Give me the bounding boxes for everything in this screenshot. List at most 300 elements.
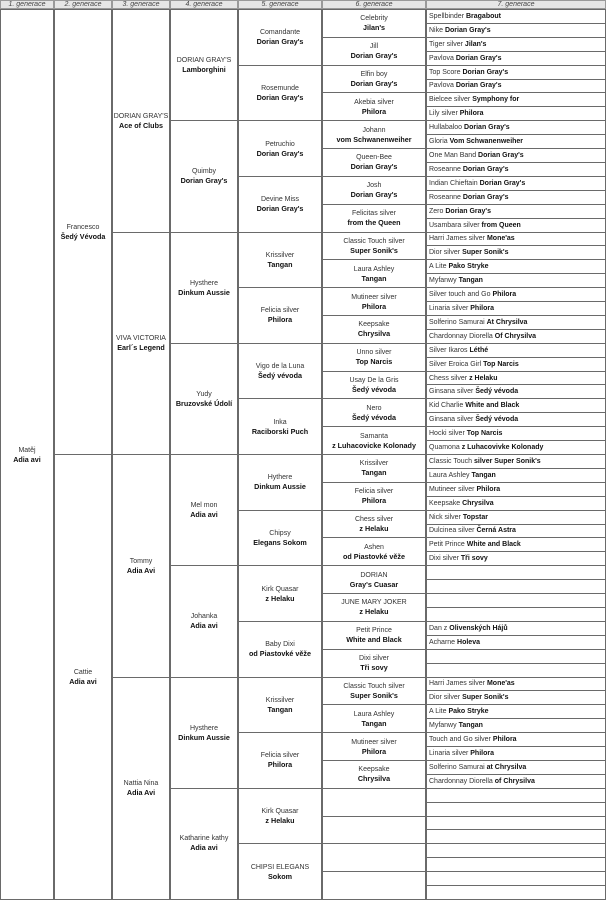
ancestor-kennel: Šedý vévoda [258, 371, 302, 381]
ancestor-cell-gen-7 [426, 816, 606, 831]
ancestor-cell-gen-6 [322, 371, 426, 400]
ancestor-name: Yudy [196, 390, 212, 398]
ancestor-cell-gen-6 [322, 315, 426, 344]
ancestor-name: DORIAN GRAY'S [113, 112, 169, 120]
ancestor-line [429, 262, 489, 271]
ancestor-cell-gen-6 [322, 704, 426, 733]
ancestor-kennel: Adia avi [190, 510, 218, 520]
ancestor-cell-gen-7 [426, 829, 606, 844]
ancestor-name: Top Score [429, 68, 461, 76]
ancestor-name: Usay De la Gris [349, 376, 399, 384]
ancestor-kennel: Pako Stryke [448, 708, 489, 716]
ancestor-kennel: Lamborghini [182, 65, 226, 75]
ancestor-name: Indian Chieftain [429, 179, 478, 187]
ancestor-name: Chess silver [429, 374, 468, 382]
ancestor-kennel: At Chrysilva [486, 318, 528, 326]
ancestor-cell-gen-4 [170, 232, 238, 344]
ancestor-line [429, 485, 500, 494]
ancestor-kennel: z Helaku [359, 524, 389, 534]
ancestor-cell-gen-7 [426, 454, 606, 469]
ancestor-cell-gen-7 [426, 106, 606, 121]
ancestor-cell-gen-7 [426, 120, 606, 135]
ancestor-cell-gen-7 [426, 79, 606, 94]
ancestor-cell-gen-6 [322, 677, 426, 706]
ancestor-kennel: Dorian Gray's [479, 179, 526, 187]
ancestor-cell-gen-6 [322, 788, 426, 817]
ancestor-kennel: od Piastovké věže [249, 649, 311, 659]
ancestor-line [429, 12, 501, 21]
ancestor-name: Hysthere [189, 279, 218, 287]
ancestor-kennel: Dorian Gray's [256, 92, 304, 102]
ancestor-kennel: Philora [492, 736, 517, 744]
ancestor-cell-gen-6 [322, 204, 426, 233]
ancestor-kennel: Dorian Gray's [478, 152, 524, 160]
ancestor-cell-gen-6 [322, 65, 426, 94]
ancestor-line [429, 193, 509, 202]
ancestor-cell-gen-5 [238, 843, 322, 900]
ancestor-line [429, 721, 483, 730]
ancestor-name: Pavlova [429, 82, 454, 90]
ancestor-kennel: Černá Astra [476, 527, 516, 535]
ancestor-name: Classic Touch [429, 457, 473, 465]
ancestor-line [429, 109, 483, 118]
ancestor-name: Keepsake [358, 766, 390, 774]
ancestor-line [429, 318, 527, 327]
ancestor-cell-gen-7 [426, 677, 606, 692]
ancestor-line [429, 360, 519, 369]
ancestor-line [429, 137, 523, 146]
ancestor-line [429, 735, 517, 744]
ancestor-cell-gen-6 [322, 593, 426, 622]
ancestor-cell-gen-6 [322, 482, 426, 511]
ancestor-cell-gen-5 [238, 621, 322, 678]
ancestor-kennel: of Chrysilva [494, 777, 535, 785]
ancestor-name: Kid Charlie [429, 402, 464, 410]
ancestor-name: Petit Prince [356, 627, 392, 635]
ancestor-kennel: Jilan's [362, 23, 386, 33]
ancestor-name: DORIAN [360, 571, 388, 579]
ancestor-line [429, 763, 526, 772]
ancestor-cell-gen-5 [238, 287, 322, 344]
ancestor-name: DORIAN GRAY'S [176, 57, 232, 65]
ancestor-cell-gen-3 [112, 454, 170, 678]
ancestor-kennel: Bragabout [465, 12, 501, 20]
ancestor-name: Inka [273, 418, 287, 426]
ancestor-name: Francesco [66, 224, 100, 231]
ancestor-name: Josh [366, 182, 382, 190]
ancestor-kennel: Tangan [267, 704, 293, 714]
ancestor-cell-gen-5 [238, 232, 322, 289]
ancestor-name: Solferino Samurai [429, 318, 485, 326]
ancestor-cell-gen-5 [238, 343, 322, 400]
ancestor-kennel: vom Schwanenweiher [336, 134, 412, 144]
ancestor-name: Dior silver [429, 694, 461, 702]
ancestor-kennel: Philora [476, 485, 501, 493]
ancestor-line [429, 693, 508, 702]
ancestor-kennel: Philora [361, 301, 387, 311]
ancestor-cell-gen-5 [238, 454, 322, 511]
ancestor-kennel: Dorian Gray's [350, 162, 398, 172]
ancestor-cell-gen-7 [426, 65, 606, 80]
ancestor-name: Rosemunde [261, 84, 299, 92]
ancestor-cell-gen-7 [426, 37, 606, 52]
ancestor-name: Dior silver [429, 249, 461, 257]
ancestor-kennel: Super Sonik's [350, 245, 398, 255]
ancestor-name: Johann [362, 126, 386, 134]
ancestor-name: Tommy [129, 557, 153, 565]
ancestor-cell-gen-7 [426, 760, 606, 775]
ancestor-line [429, 554, 488, 563]
ancestor-cell-gen-6 [322, 259, 426, 288]
ancestor-name: Silver Eroica Girl [429, 360, 482, 368]
ancestor-name: Classic Touch silver [343, 237, 405, 245]
ancestor-line [429, 471, 496, 480]
ancestor-kennel: White and Black [346, 635, 402, 645]
ancestor-kennel: White and Black [466, 541, 521, 549]
ancestor-cell-gen-7 [426, 148, 606, 163]
ancestor-kennel: Vom Schwanenweiher [449, 138, 524, 146]
ancestor-kennel: Tangan [361, 718, 387, 728]
ancestor-kennel: White and Black [465, 402, 520, 410]
ancestor-cell-gen-2 [54, 9, 112, 455]
ancestor-kennel: Pako Stryke [448, 263, 489, 271]
ancestor-cell-gen-5 [238, 120, 322, 177]
ancestor-name: Dixi silver [359, 655, 389, 663]
ancestor-name: Dulcinea silver [429, 527, 475, 535]
ancestor-kennel: Adia avi [190, 843, 218, 853]
ancestor-cell-gen-7 [426, 23, 606, 38]
ancestor-cell-gen-6 [322, 9, 426, 38]
ancestor-cell-gen-7 [426, 273, 606, 288]
ancestor-name: Chardonnay Diorella [429, 777, 493, 785]
ancestor-kennel: Chrysilva [357, 329, 391, 339]
ancestor-name: Petruchio [265, 140, 295, 148]
ancestor-line [429, 207, 491, 216]
ancestor-name: Chipsy [269, 529, 291, 537]
ancestor-name: Akebia silver [354, 98, 394, 106]
ancestor-cell-gen-4 [170, 343, 238, 455]
ancestor-name: Ashen [364, 543, 384, 551]
ancestor-kennel: Philora [267, 760, 293, 770]
ancestor-kennel: Dorian Gray's [464, 124, 510, 132]
ancestor-cell-gen-7 [426, 732, 606, 747]
ancestor-kennel: Philora [267, 315, 293, 325]
ancestor-name: Harri James silver [429, 680, 486, 688]
ancestor-name: JUNE MARY JOKER [341, 599, 407, 607]
ancestor-cell-gen-7 [426, 218, 606, 233]
ancestor-cell-gen-6 [322, 287, 426, 316]
ancestor-name: Laura Ashley [429, 471, 470, 479]
ancestor-kennel: z Helaku [265, 593, 295, 603]
ancestor-cell-gen-4 [170, 9, 238, 121]
ancestor-kennel: z Helaku [359, 607, 389, 617]
ancestor-line [429, 276, 483, 285]
ancestor-cell-gen-7 [426, 885, 606, 900]
ancestor-cell-gen-7 [426, 746, 606, 761]
ancestor-line [429, 513, 488, 522]
ancestor-cell-gen-6 [322, 343, 426, 372]
ancestor-line [429, 707, 489, 716]
ancestor-cell-gen-5 [238, 732, 322, 789]
ancestor-name: Silver Ikaros [429, 346, 468, 354]
ancestor-cell-gen-7 [426, 524, 606, 539]
ancestor-kennel: z Helaku [469, 374, 498, 382]
ancestor-cell-gen-6 [322, 454, 426, 483]
ancestor-line [429, 777, 535, 786]
ancestor-cell-gen-4 [170, 788, 238, 900]
ancestor-cell-gen-5 [238, 65, 322, 122]
ancestor-cell-gen-5 [238, 9, 322, 66]
ancestor-kennel: Super Sonik's [462, 249, 509, 257]
ancestor-kennel: Philora [361, 106, 387, 116]
ancestor-name: CHIPSI ELEGANS [250, 863, 310, 871]
ancestor-kennel: Dorian Gray's [350, 79, 398, 89]
ancestor-kennel: Dorian Gray's [350, 51, 398, 61]
ancestor-cell-gen-5 [238, 788, 322, 845]
ancestor-kennel: Šedý vévoda [352, 384, 396, 394]
ancestor-name: Keepsake [358, 321, 390, 329]
ancestor-name: A Lite [429, 263, 447, 271]
ancestor-name: Ginsana silver [429, 388, 474, 396]
ancestor-name: Hocki silver [429, 430, 465, 438]
ancestor-cell-gen-7 [426, 607, 606, 622]
column-header-gen-6: 6. generace [322, 0, 426, 9]
ancestor-name: Hullabaloo [429, 124, 463, 132]
ancestor-kennel: z Helaku [265, 816, 295, 826]
ancestor-kennel: Philora [459, 110, 484, 118]
ancestor-kennel: Gray's Cuasar [349, 579, 399, 589]
ancestor-kennel: Dorian Gray's [455, 82, 502, 90]
ancestor-line [429, 95, 519, 104]
ancestor-name: Katharine kathy [179, 835, 229, 843]
ancestor-kennel: Top Narcis [466, 430, 503, 438]
ancestor-name: Roseanne [429, 193, 461, 201]
ancestor-kennel: Of Chrysilva [494, 332, 537, 340]
ancestor-line [429, 499, 494, 508]
ancestor-name: Cattie [73, 669, 93, 676]
ancestor-line [429, 679, 515, 688]
ancestor-kennel: silver Super Sonik's [474, 457, 541, 465]
ancestor-name: Mutineer silver [351, 738, 397, 746]
ancestor-cell-gen-7 [426, 412, 606, 427]
ancestor-name: Linaria silver [429, 304, 469, 312]
ancestor-kennel: Olivenských Hájů [449, 624, 508, 632]
ancestor-name: Usambara silver [429, 221, 480, 229]
ancestor-name: Myfanwy [429, 722, 457, 730]
ancestor-kennel: Tři sovy [360, 663, 388, 673]
ancestor-line [429, 401, 519, 410]
ancestor-kennel: Adia Avi [126, 565, 156, 575]
ancestor-name: Harri James silver [429, 235, 486, 243]
ancestor-cell-gen-7 [426, 788, 606, 803]
ancestor-cell-gen-7 [426, 92, 606, 107]
ancestor-cell-gen-6 [322, 621, 426, 650]
ancestor-kennel: Tangan [471, 471, 496, 479]
ancestor-name: Lily silver [429, 110, 458, 118]
ancestor-cell-gen-7 [426, 343, 606, 358]
ancestor-cell-gen-7 [426, 621, 606, 636]
ancestor-cell-gen-7 [426, 245, 606, 260]
ancestor-kennel: Tangan [458, 277, 483, 285]
ancestor-cell-gen-7 [426, 857, 606, 872]
ancestor-name: Zero [429, 207, 444, 215]
ancestor-kennel: Symphony for [472, 96, 520, 104]
ancestor-cell-gen-5 [238, 565, 322, 622]
ancestor-kennel: Elegans Sokom [253, 537, 307, 547]
ancestor-kennel: Sokom [268, 871, 292, 881]
ancestor-name: Quamona [429, 444, 460, 452]
ancestor-kennel: Bruzovské Údolí [175, 398, 233, 408]
ancestor-cell-gen-7 [426, 482, 606, 497]
ancestor-name: Krissilver [265, 251, 295, 259]
ancestor-kennel: Šedý vévoda [352, 412, 396, 422]
ancestor-name: VIVA VICTORIA [116, 335, 166, 343]
ancestor-kennel: Dorian Gray's [256, 148, 304, 158]
ancestor-kennel: Philora [492, 291, 517, 299]
ancestor-kennel: Philora [470, 304, 494, 312]
ancestor-cell-gen-6 [322, 120, 426, 149]
ancestor-kennel: Dorian Gray's [455, 54, 502, 62]
ancestor-cell-gen-7 [426, 551, 606, 566]
ancestor-kennel: Mone'as [486, 680, 515, 688]
ancestor-kennel: Adia avi [190, 621, 218, 631]
ancestor-name: Chardonnay Diorella [429, 332, 493, 340]
ancestor-line [429, 221, 521, 230]
ancestor-line [429, 26, 491, 35]
column-header-gen-5: 5. generace [238, 0, 322, 9]
ancestor-cell-gen-7 [426, 134, 606, 149]
ancestor-kennel: Dorian Gray's [180, 176, 228, 186]
ancestor-name: Felicia silver [354, 488, 394, 496]
ancestor-cell-gen-2 [54, 454, 112, 900]
ancestor-cell-gen-7 [426, 871, 606, 886]
ancestor-kennel: Dinkum Aussie [254, 482, 306, 492]
ancestor-name: Quimby [191, 168, 217, 176]
ancestor-line [429, 81, 502, 90]
ancestor-cell-gen-7 [426, 440, 606, 455]
ancestor-name: Mel mon [190, 502, 218, 510]
ancestor-cell-gen-6 [322, 843, 426, 872]
ancestor-kennel: Philora [361, 746, 387, 756]
ancestor-name: Dan z [429, 624, 448, 632]
ancestor-cell-gen-7 [426, 802, 606, 817]
ancestor-kennel: Tři sovy [460, 555, 488, 563]
ancestor-kennel: Raciborski Puch [251, 426, 309, 436]
ancestor-name: Hysthere [189, 724, 218, 732]
ancestor-name: Laura Ashley [353, 710, 395, 718]
column-header-gen-3: 3. generace [112, 0, 170, 9]
ancestor-cell-gen-7 [426, 9, 606, 24]
ancestor-line [429, 304, 494, 313]
ancestor-cell-gen-7 [426, 565, 606, 580]
ancestor-name: Classic Touch silver [343, 682, 405, 690]
ancestor-cell-gen-7 [426, 287, 606, 302]
ancestor-cell-gen-6 [322, 537, 426, 566]
ancestor-cell-gen-7 [426, 398, 606, 413]
ancestor-cell-gen-4 [170, 565, 238, 677]
ancestor-cell-gen-7 [426, 468, 606, 483]
ancestor-kennel: Dorian Gray's [462, 68, 509, 76]
ancestor-name: Krissilver [359, 460, 389, 468]
ancestor-cell-gen-6 [322, 176, 426, 205]
ancestor-name: Gloria [429, 138, 448, 146]
ancestor-cell-gen-6 [322, 232, 426, 261]
ancestor-kennel: Tangan [361, 273, 387, 283]
ancestor-name: Tiger silver [429, 40, 463, 48]
ancestor-line [429, 248, 508, 257]
ancestor-kennel: from Queen [481, 221, 521, 229]
ancestor-kennel: Philora [361, 496, 387, 506]
ancestor-kennel: Dorian Gray's [462, 165, 509, 173]
ancestor-cell-gen-5 [238, 176, 322, 233]
ancestor-name: Roseanne [429, 165, 461, 173]
ancestor-name: Hythere [267, 474, 293, 482]
ancestor-name: Acharne [429, 638, 456, 646]
ancestor-line [429, 540, 521, 549]
ancestor-cell-gen-7 [426, 635, 606, 650]
ancestor-cell-gen-7 [426, 774, 606, 789]
ancestor-cell-gen-5 [238, 510, 322, 567]
ancestor-line [429, 332, 536, 341]
ancestor-kennel: Top Narcis [355, 357, 393, 367]
ancestor-kennel: Philora [470, 749, 494, 757]
ancestor-kennel: Léthé [469, 346, 489, 354]
ancestor-kennel: Tangan [267, 259, 293, 269]
ancestor-kennel: Dorian Gray's [462, 193, 509, 201]
ancestor-kennel: Adia avi [13, 454, 41, 464]
ancestor-kennel: at Chrysilva [486, 763, 527, 771]
ancestor-cell-gen-7 [426, 649, 606, 664]
ancestor-line [429, 290, 516, 299]
ancestor-cell-gen-3 [112, 677, 170, 900]
ancestor-cell-gen-7 [426, 51, 606, 66]
ancestor-name: Unno silver [356, 349, 392, 357]
ancestor-cell-gen-7 [426, 510, 606, 525]
ancestor-line [429, 387, 518, 396]
ancestor-line [429, 40, 486, 49]
ancestor-kennel: z Luhacovivke Kolonady [461, 444, 544, 452]
ancestor-cell-gen-5 [238, 398, 322, 455]
ancestor-line [429, 374, 497, 383]
ancestor-name: Queen-Bee [356, 154, 392, 162]
ancestor-cell-gen-7 [426, 593, 606, 608]
ancestor-name: Laura Ashley [353, 265, 395, 273]
ancestor-kennel: Holeva [457, 638, 480, 646]
column-header-gen-2: 2. generace [54, 0, 112, 9]
ancestor-kennel: Super Sonik's [462, 694, 509, 702]
ancestor-cell-gen-6 [322, 92, 426, 121]
ancestor-kennel: Adia Avi [126, 788, 156, 798]
ancestor-name: Solferino Samurai [429, 763, 485, 771]
ancestor-kennel: Dorian Gray's [350, 190, 398, 200]
ancestor-name: One Man Band [429, 152, 477, 160]
ancestor-cell-gen-7 [426, 579, 606, 594]
ancestor-name: Krissilver [265, 696, 295, 704]
ancestor-kennel: Top Narcis [483, 360, 519, 368]
ancestor-cell-gen-7 [426, 704, 606, 719]
ancestor-name: Matěj [18, 446, 36, 454]
ancestor-name: Kirk Quasar [261, 808, 299, 816]
ancestor-kennel: Šedý vévoda [475, 388, 519, 396]
ancestor-cell-gen-4 [170, 120, 238, 232]
ancestor-name: Felicia silver [260, 307, 300, 315]
ancestor-kennel: Šedý vévoda [475, 416, 519, 424]
ancestor-name: Jill [369, 43, 379, 51]
ancestor-cell-gen-4 [170, 454, 238, 566]
ancestor-name: Nike [429, 26, 444, 34]
ancestor-cell-gen-6 [322, 871, 426, 900]
ancestor-line [429, 54, 502, 63]
